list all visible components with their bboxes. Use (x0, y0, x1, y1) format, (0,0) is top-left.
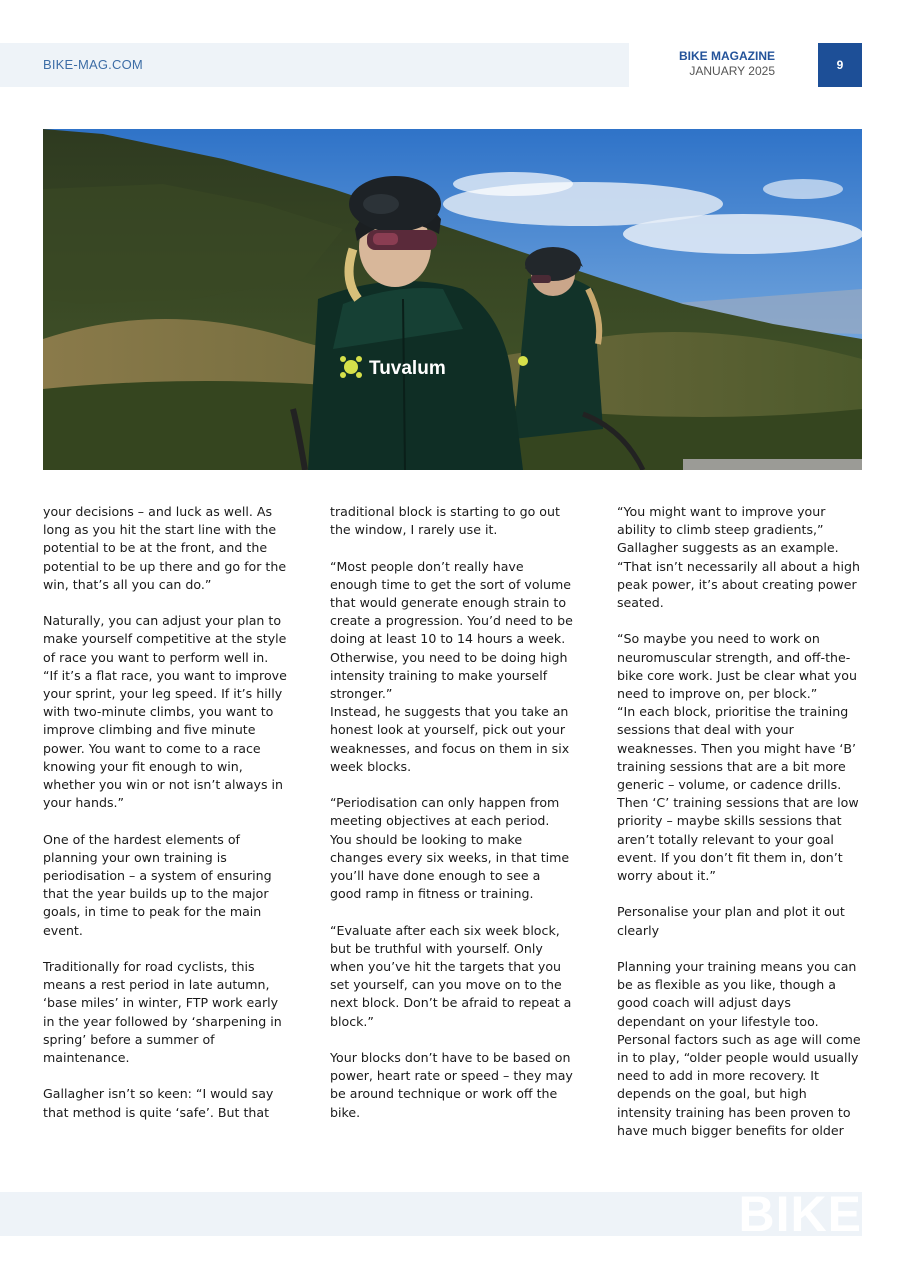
page-number: 9 (818, 43, 862, 87)
paragraph: “You might want to improve your ability to climb steep gradients,” Gallagher suggests as an example. “That isn’t necessarily all about a high peak power, it’s about creating power seated. (617, 504, 860, 611)
paragraph: Your blocks don’t have to be based on power, heart rate or speed – they may be around technique or work off the bike. (330, 1050, 573, 1120)
paragraph: Gallagher isn’t so keen: “I would say that method is quite ‘safe’. But that (43, 1086, 274, 1120)
footer-band (0, 1192, 862, 1236)
paragraph: “Evaluate after each six week block, but be truthful with yourself. Only when you’ve hit the targets that you set yourself, can you move on to the next block. Don’t be afraid to repeat a block.” (330, 922, 572, 1029)
paragraph: Traditionally for road cyclists, this means a rest period in late autumn, ‘base miles’ in winter, FTP work early in the year followed by ‘sharpening in spring’ before a summer of maintenance. (43, 959, 282, 1066)
footer-watermark: BIKE (738, 1192, 862, 1236)
paragraph: “Periodisation can only happen from meeting objectives at each period. You should be looking to make changes every six weeks, in that time you’ll have done enough to see a good ramp in fitness or training. (330, 795, 570, 902)
article-photo (43, 129, 862, 470)
paragraph: “So maybe you need to work on neuromuscular strength, and off-the-bike core work. Just be clear what you need to improve on, per block.” “In each block, prioritise the training sessions that deal with your weaknesses. Then you might have ‘B’ training sessions that are a bit more generic – volume, or cadence drills. Then ‘C’ training sessions that are low priority – maybe skills sessions that aren’t totally relevant to your goal event. If you don’t fit them in, don’t worry about it.” (617, 631, 859, 884)
paragraph: One of the hardest elements of planning your own training is periodisation – a system of ensuring that the year builds up to the major goals, in time to peak for the main event. (43, 831, 272, 938)
paragraph: Planning your training means you can be as flexible as you like, though a good coach will adjust days dependant on your lifestyle too. Personal factors such as age will come in to play, “older people would usually need to add in more recovery. It depends on the goal, but high intensity training has been proven to have much bigger benefits for older (617, 959, 861, 1138)
article-column-1 (43, 503, 288, 1122)
paragraph: your decisions – and luck as well. As long as you hit the start line with the potential to be at the front, and the potential to be up there and go for the win, that’s all you can do.” (43, 504, 287, 592)
site-url[interactable]: BIKE-MAG.COM (43, 57, 143, 72)
subheading: Personalise your plan and plot it out clearly (617, 904, 845, 938)
paragraph: Naturally, you can adjust your plan to make yourself competitive at the style of race you want to perform well in. “If it’s a flat race, you want to improve your sprint, your leg speed. If it’s hilly with two-minute climbs, you want to improve climbing and five minute power. You want to come to a race knowing your fit enough to win, whether you win or not isn’t always in your hands.” (43, 613, 287, 811)
article-column-2 (330, 503, 575, 1122)
paragraph: “Most people don’t really have enough time to get the sort of volume that would generate enough strain to create a progression. You’d need to be doing at least 10 to 14 hours a week. Otherwise, you need to be doing high intensity training to make yourself stronger.” Instead, he suggests that you take an honest look at yourself, pick out your weaknesses, and focus on them in six week blocks. (330, 558, 573, 774)
article-column-3 (617, 503, 862, 1140)
jersey-brand-text: Tuvalum (369, 358, 446, 379)
paragraph: traditional block is starting to go out the window, I rarely use it. (330, 504, 560, 538)
magazine-name: BIKE MAGAZINE (679, 49, 775, 63)
issue-date: JANUARY 2025 (689, 64, 775, 78)
magazine-info (679, 49, 775, 79)
